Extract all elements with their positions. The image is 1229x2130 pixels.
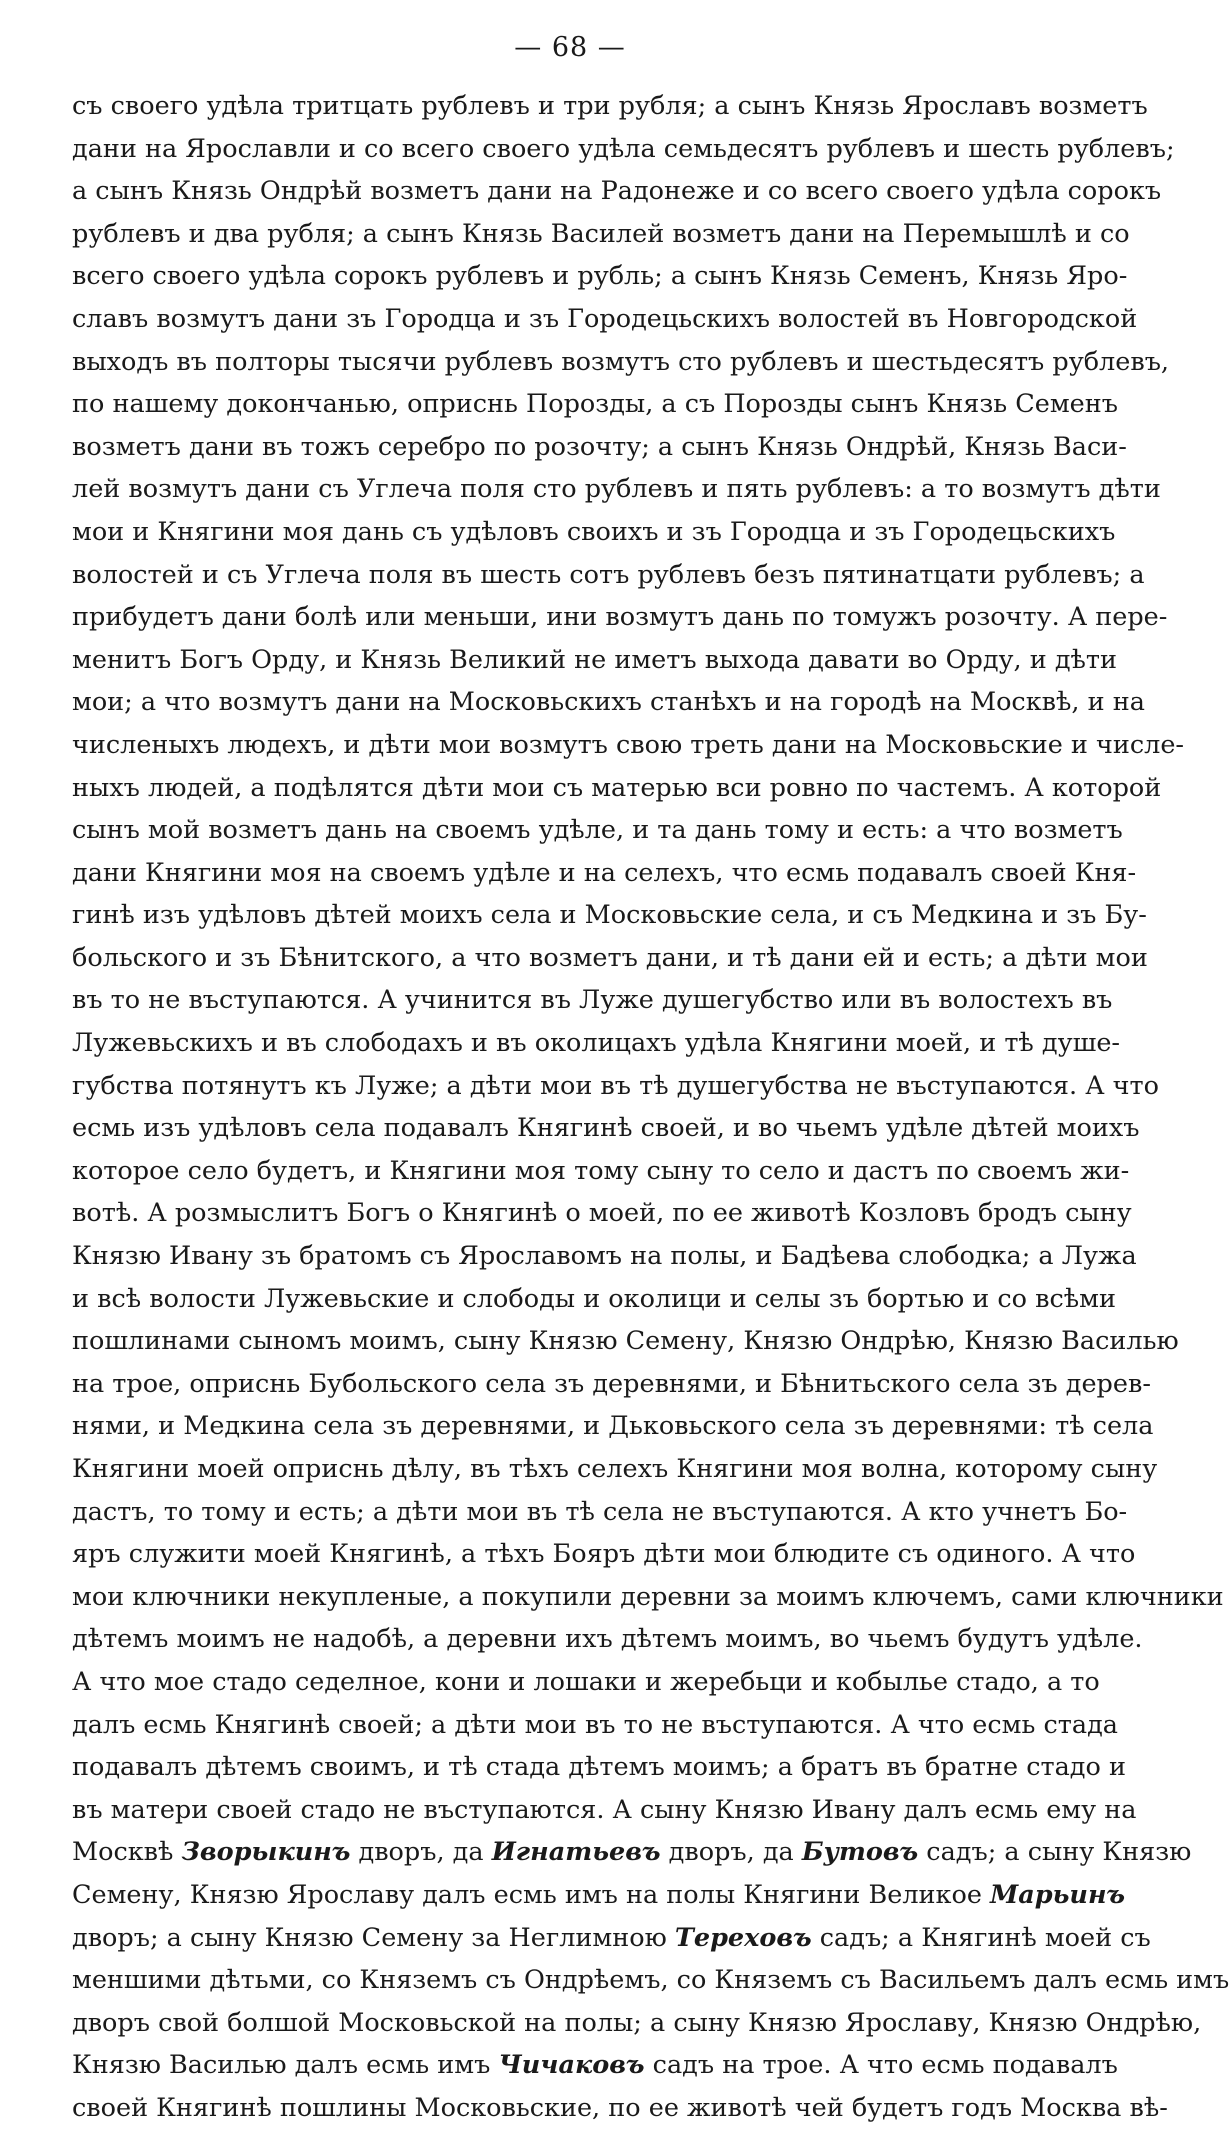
place-name: Чичаковъ (498, 2050, 645, 2081)
body-text (72, 85, 1229, 2130)
text-line: пошлинами сыномъ моимъ, сыну Князю Семену, Князю Ондрѣю, Князю Василью (72, 1326, 1179, 1357)
text-line (72, 1874, 1126, 1917)
text-line (72, 2087, 1168, 2130)
text-segment: садъ; а Княгинѣ моей съ (811, 1922, 1151, 1953)
place-name: Зворыкинъ (181, 1837, 351, 1868)
text-line: губства потянутъ къ Луже; а дѣти мои въ тѣ душегубства не въступаются. А что (72, 1070, 1159, 1101)
text-line (72, 2002, 1202, 2045)
text-line: мои ключники некупленые, а покупили деревни за моимъ ключемъ, сами ключники (72, 1581, 1224, 1612)
text-segment: Князю Василью далъ есмь имъ (72, 2050, 499, 2081)
text-line: выходъ въ полторы тысячи рублевъ возмутъ сто рублевъ и шестьдесятъ рублевъ, (72, 346, 1170, 377)
text-line (72, 2044, 1118, 2087)
text-line: менитъ Богъ Орду, и Князь Великий не иметъ выхода давати во Орду, и дѣти (72, 644, 1118, 675)
text-segment: своей Княгинѣ пошлины Московьские, по ее животѣ чей будетъ годъ Москва вѣ- (72, 2092, 1168, 2123)
text-line: мои и Княгини моя дань съ удѣловъ своихъ и зъ Городца и зъ Городецьскихъ (72, 516, 1116, 547)
text-line: численыхъ людехъ, и дѣти мои возмутъ свою треть дани на Московьские и числе- (72, 729, 1185, 760)
text-line: волостей и съ Углеча поля въ шесть сотъ рублевъ безъ пятинатцати рублевъ; а (72, 559, 1145, 590)
text-line: славъ возмутъ дани зъ Городца и зъ Городецьскихъ волостей въ Новгородской (72, 303, 1138, 334)
text-line: дастъ, то тому и есть; а дѣти мои въ тѣ села не въступаются. А кто учнетъ Бо- (72, 1496, 1128, 1527)
text-line: прибудетъ дани болѣ или меньши, ини возмутъ дань по томужъ розочту. А пере- (72, 602, 1168, 633)
text-line: и всѣ волости Лужевьские и слободы и околици и селы зъ бортью и со всѣми (72, 1283, 1116, 1314)
text-line: всего своего удѣла сорокъ рублевъ и рубль; а сынъ Князь Семенъ, Князь Яро- (72, 261, 1128, 292)
text-line: больского и зъ Бѣнитского, а что возметъ дани, и тѣ дани ей и есть; а дѣти мои (72, 942, 1148, 973)
text-line: на трое, оприснь Бубольского села зъ деревнями, и Бѣнитьского села зъ дерев- (72, 1368, 1151, 1399)
text-line: А что мое стадо седелное, кони и лошаки и жеребьци и кобылье стадо, а то (72, 1666, 1100, 1697)
place-name: Бутовъ (801, 1837, 919, 1868)
text-line: мои; а что возмутъ дани на Московьскихъ станѣхъ и на городѣ на Москвѣ, и на (72, 687, 1145, 718)
text-line: Князю Ивану зъ братомъ съ Ярославомъ на полы, и Бадѣева слободка; а Лужа (72, 1241, 1137, 1272)
text-line: далъ есмь Княгинѣ своей; а дѣти мои въ то не въступаются. А что есмь стада (72, 1709, 1118, 1740)
text-segment: дворъ, да (660, 1837, 802, 1868)
text-line: рублевъ и два рубля; а сынъ Князь Василей возметъ дани на Перемышлѣ и со (72, 218, 1130, 249)
text-segment: садъ; а сыну Князю (918, 1837, 1192, 1868)
text-line (72, 1831, 1192, 1874)
text-line: есмь изъ удѣловъ села подавалъ Княгинѣ своей, и во чьемъ удѣле дѣтей моихъ (72, 1113, 1140, 1144)
text-segment: дворъ, да (350, 1837, 492, 1868)
text-line: дѣтемъ моимъ не надобѣ, а деревни ихъ дѣтемъ моимъ, во чьемъ будутъ удѣле. (72, 1624, 1143, 1655)
text-segment: дворъ свой болшой Московьской на полы; а сыну Князю Ярославу, Князю Ондрѣю, (72, 2007, 1202, 2038)
text-line: въ то не въступаются. А учинится въ Луже душегубство или въ волостехъ въ (72, 985, 1113, 1016)
text-line: Лужевьскихъ и въ слободахъ и въ околицахъ удѣла Княгини моей, и тѣ душе- (72, 1028, 1121, 1059)
text-line: подавалъ дѣтемъ своимъ, и тѣ стада дѣтемъ моимъ; а братъ въ братне стадо и (72, 1752, 1126, 1783)
text-line: дани на Ярославли и со всего своего удѣла семьдесятъ рублевъ и шесть рублевъ; (72, 133, 1175, 164)
text-line: которое село будетъ, и Княгини моя тому сыну то село и дастъ по своемъ жи- (72, 1155, 1130, 1186)
text-line: яръ служити моей Княгинѣ, а тѣхъ Бояръ дѣти мои блюдите съ одиного. А что (72, 1539, 1136, 1570)
text-segment: садъ на трое. А что есмь подавалъ (644, 2050, 1118, 2081)
text-line: сынъ мой возметъ дань на своемъ удѣле, и та дань тому и есть: а что возметъ (72, 815, 1123, 846)
text-line: съ своего удѣла тритцать рублевъ и три рубля; а сынъ Князь Ярославъ возметъ (72, 91, 1148, 121)
text-line: возметъ дани въ тожъ серебро по розочту; а сынъ Князь Ондрѣй, Князь Васи- (72, 431, 1127, 462)
text-line: нями, и Медкина села зъ деревнями, и Дьковьского села зъ деревнями: тѣ села (72, 1411, 1154, 1442)
text-line: а сынъ Князь Ондрѣй возметъ дани на Радонеже и со всего своего удѣла сорокъ (72, 176, 1162, 207)
text-line: въ матери своей стадо не въступаются. А сыну Князю Ивану далъ есмь ему на (72, 1794, 1137, 1825)
text-line: лей возмутъ дани съ Углеча поля сто рублевъ и пять рублевъ: а то возмутъ дѣти (72, 474, 1161, 505)
text-line: гинѣ изъ удѣловъ дѣтей моихъ села и Московьские села, и съ Медкина и зъ Бу- (72, 900, 1147, 931)
place-name: Игнатьевъ (491, 1837, 661, 1868)
text-line (72, 1959, 1229, 2002)
text-segment: дворъ; а сыну Князю Семену за Неглимною (72, 1922, 675, 1953)
text-segment: Семену, Князю Ярославу далъ есмь имъ на полы Княгини Великое (72, 1879, 991, 1910)
text-line: дани Княгини моя на своемъ удѣле и на селехъ, что есмь подавалъ своей Кня- (72, 857, 1137, 888)
text-segment: Москвѣ (72, 1837, 182, 1868)
page-number: — 68 — (514, 32, 626, 63)
place-name: Марьинъ (990, 1879, 1126, 1910)
text-line: вотѣ. А розмыслитъ Богъ о Княгинѣ о моей, по ее животѣ Козловъ бродъ сыну (72, 1198, 1132, 1229)
text-line: Княгини моей оприснь дѣлу, въ тѣхъ селехъ Княгини моя волна, которому сыну (72, 1454, 1158, 1484)
text-line: ныхъ людей, а подѣлятся дѣти мои съ матерью вси ровно по частемъ. А которой (72, 772, 1162, 803)
text-line: по нашему докончанью, оприснь Порозды, а съ Порозды сынъ Князь Семенъ (72, 389, 1118, 420)
place-name: Тереховъ (674, 1922, 812, 1953)
text-line (72, 1917, 1151, 1960)
text-segment: меншими дѣтьми, со Княземъ съ Ондрѣемъ, со Княземъ съ Васильемъ далъ есмь имъ (72, 1965, 1229, 1996)
